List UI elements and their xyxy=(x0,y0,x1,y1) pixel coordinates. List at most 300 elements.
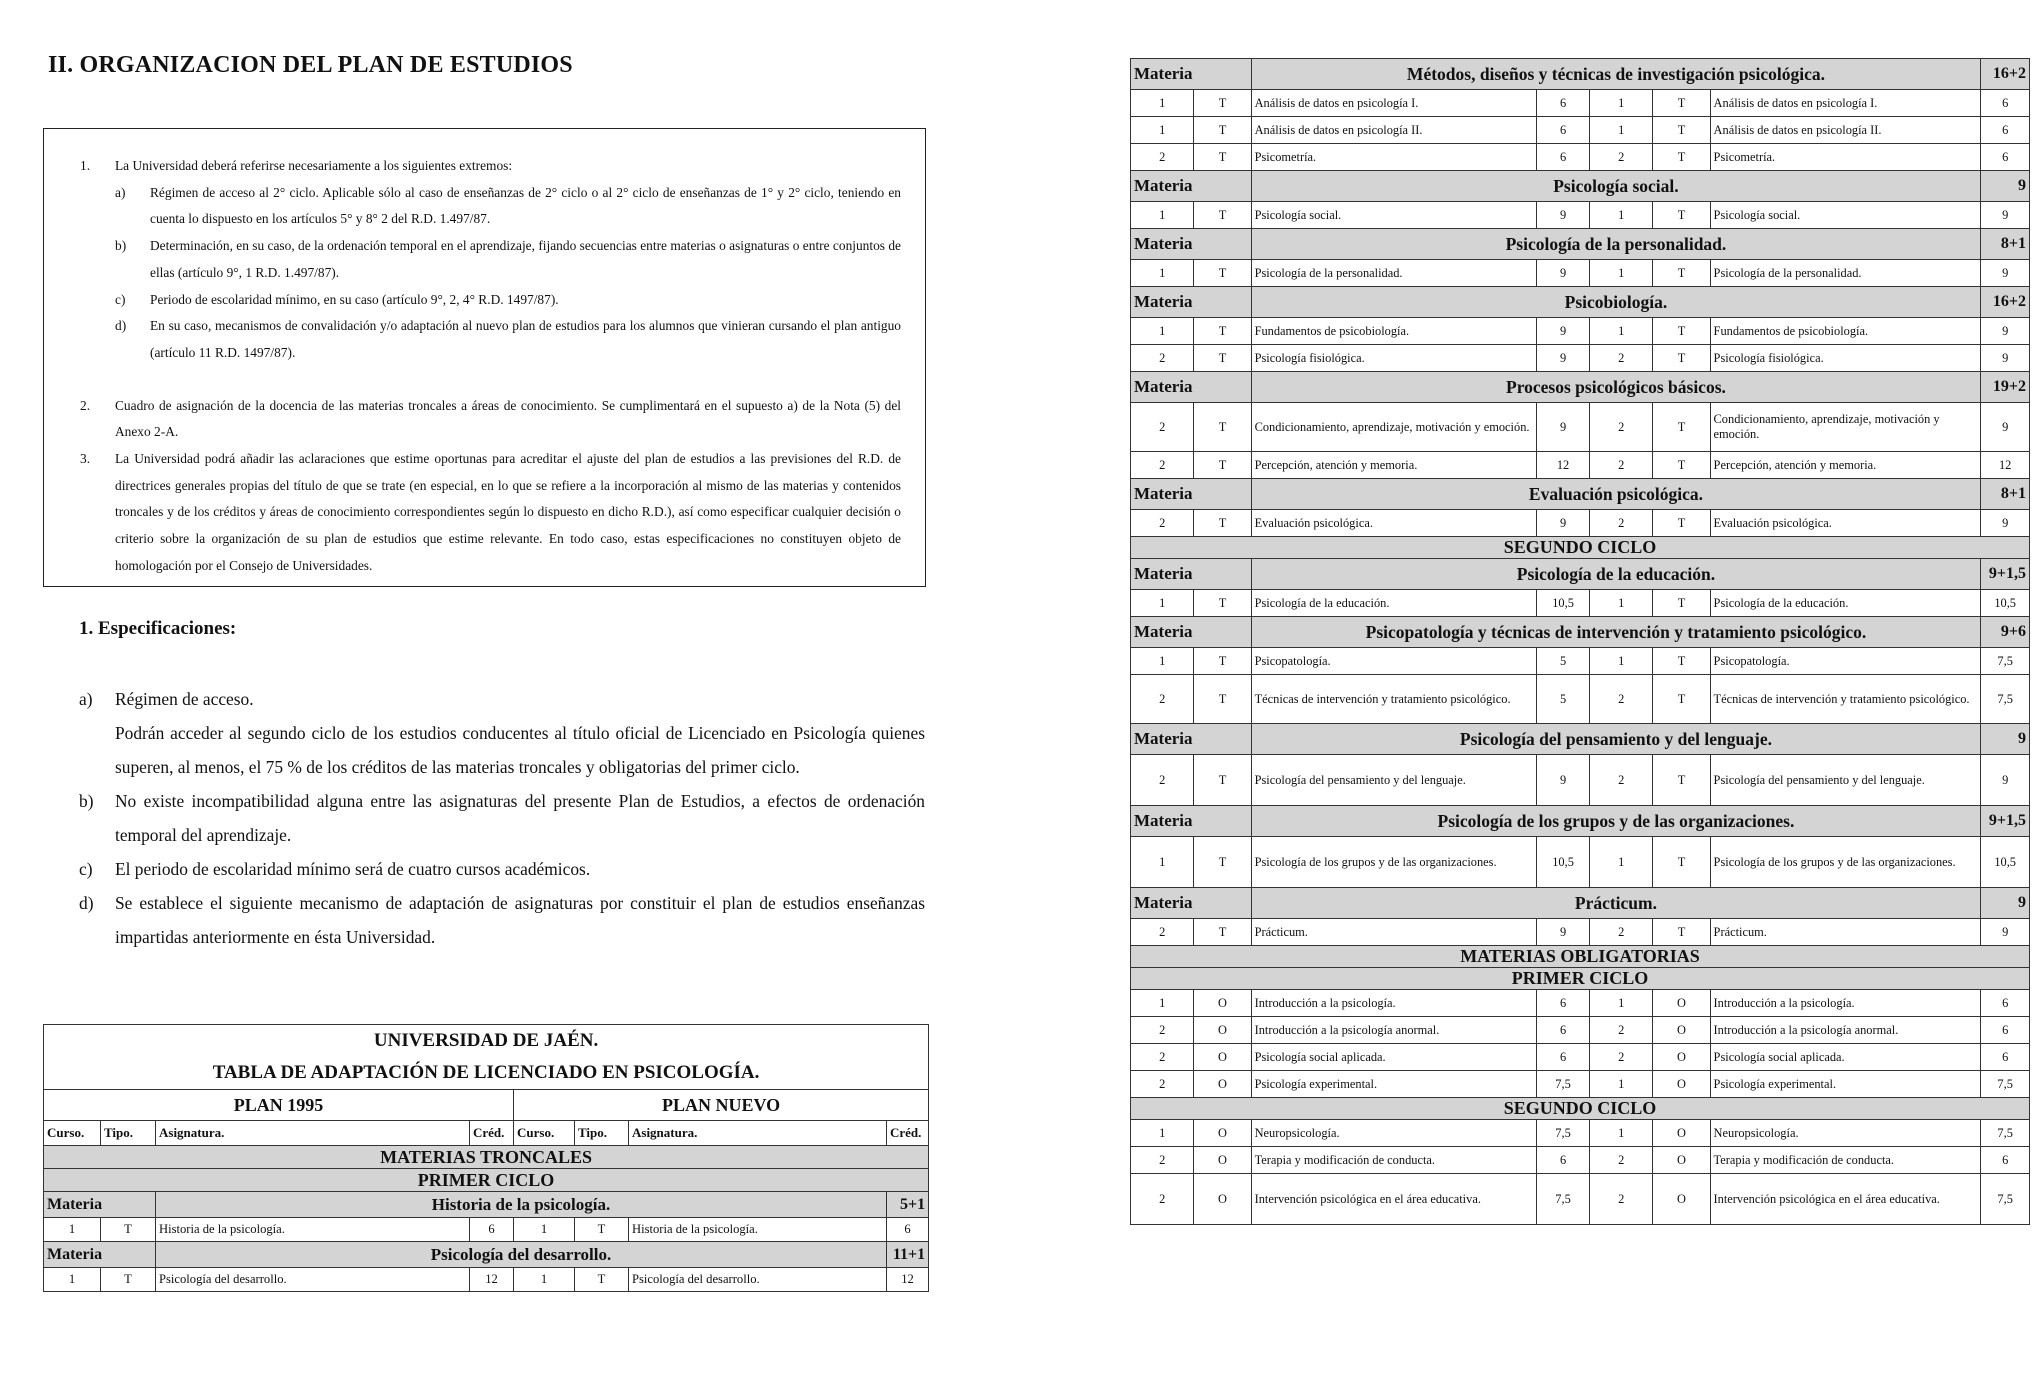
cell: Psicología de los grupos y de las organizaciones. xyxy=(1710,837,1981,888)
materia-row xyxy=(1131,171,2030,202)
table-row xyxy=(1131,919,2030,946)
cell: 9 xyxy=(1537,345,1590,372)
materia-total: 9+1,5 xyxy=(1981,806,2030,837)
cell: T xyxy=(1194,90,1251,117)
materia-total: 9 xyxy=(1981,171,2030,202)
cell: 6 xyxy=(887,1218,929,1242)
cell: 1 xyxy=(1131,1120,1194,1147)
spec-text: No existe incompatibilidad alguna entre las asignaturas del presente Plan de Estudios, a efectos de ordenación temporal del aprendizaje. xyxy=(115,791,925,845)
cell: 7,5 xyxy=(1981,1174,2030,1225)
cell: 2 xyxy=(1589,755,1652,806)
materia-label: Materia xyxy=(1131,617,1252,648)
table-row xyxy=(1131,345,2030,372)
cell: 1 xyxy=(1131,260,1194,287)
cell: O xyxy=(1194,1071,1251,1098)
section-segundo-ciclo: SEGUNDO CICLO xyxy=(1131,1098,2030,1120)
cell: 7,5 xyxy=(1981,1071,2030,1098)
cell: 1 xyxy=(1589,90,1652,117)
table-row xyxy=(1131,648,2030,675)
materia-total: 8+1 xyxy=(1981,229,2030,260)
table-row xyxy=(1131,675,2030,724)
cell: 9 xyxy=(1537,755,1590,806)
cell: Intervención psicológica en el área educativa. xyxy=(1710,1174,1981,1225)
cell: 9 xyxy=(1981,755,2030,806)
cell: 1 xyxy=(514,1218,575,1242)
cell: Historia de la psicología. xyxy=(629,1218,887,1242)
cell: Psicología social aplicada. xyxy=(1251,1044,1537,1071)
cell: Introducción a la psicología. xyxy=(1251,990,1537,1017)
materia-row xyxy=(1131,287,2030,318)
materia-row xyxy=(44,1192,929,1218)
cell: Psicología experimental. xyxy=(1251,1071,1537,1098)
cell: T xyxy=(1194,260,1251,287)
cell: 6 xyxy=(1981,990,2030,1017)
cell: 9 xyxy=(1981,919,2030,946)
cell: T xyxy=(1194,675,1251,724)
cell: 1 xyxy=(1131,837,1194,888)
cell: O xyxy=(1194,1147,1251,1174)
cell: 1 xyxy=(1589,117,1652,144)
cell: Intervención psicológica en el área educativa. xyxy=(1251,1174,1537,1225)
cell: T xyxy=(1653,590,1710,617)
cell: O xyxy=(1194,990,1251,1017)
cell: 1 xyxy=(44,1268,101,1292)
cell: Técnicas de intervención y tratamiento psicológico. xyxy=(1251,675,1537,724)
cell: T xyxy=(101,1218,156,1242)
cell: O xyxy=(1194,1120,1251,1147)
spec-a-detail xyxy=(79,716,925,784)
cell: T xyxy=(1653,755,1710,806)
cell: Fundamentos de psicobiología. xyxy=(1251,318,1537,345)
cell: 1 xyxy=(1131,318,1194,345)
cell: Psicología experimental. xyxy=(1710,1071,1981,1098)
table-row xyxy=(1131,318,2030,345)
specifications-heading: 1. Especificaciones: xyxy=(79,618,237,639)
cell: 7,5 xyxy=(1537,1174,1590,1225)
spec-b xyxy=(79,784,925,852)
table-row xyxy=(1131,144,2030,171)
cell: 7,5 xyxy=(1981,1120,2030,1147)
col-creditos: Créd. xyxy=(887,1121,929,1146)
cell: 9 xyxy=(1981,318,2030,345)
table-row xyxy=(1131,837,2030,888)
cell: 2 xyxy=(1131,675,1194,724)
note-text: En su caso, mecanismos de convalidación y/o adaptación al nuevo plan de estudios para los alumnos que vinieran cursando el plan antiguo (artículo 11 R.D. 1497/87). xyxy=(150,318,901,360)
cell: 9 xyxy=(1537,510,1590,537)
cell: T xyxy=(1653,675,1710,724)
materia-label: Materia xyxy=(44,1192,156,1218)
materia-row xyxy=(1131,559,2030,590)
cell: 1 xyxy=(1589,648,1652,675)
cell: 1 xyxy=(1589,1071,1652,1098)
materia-name: Prácticum. xyxy=(1251,888,1981,919)
cell: 1 xyxy=(1589,260,1652,287)
cell: Análisis de datos en psicología II. xyxy=(1710,117,1981,144)
table-row xyxy=(1131,1120,2030,1147)
cell: O xyxy=(1194,1044,1251,1071)
note-letter: c) xyxy=(115,291,126,307)
cell: T xyxy=(1653,202,1710,229)
spec-a xyxy=(79,682,925,716)
cell: 2 xyxy=(1131,345,1194,372)
cell: T xyxy=(1653,510,1710,537)
materia-total: 9 xyxy=(1981,724,2030,755)
cell: Psicopatología. xyxy=(1710,648,1981,675)
cell: 9 xyxy=(1981,510,2030,537)
cell: T xyxy=(1653,318,1710,345)
cell: Psicología social. xyxy=(1251,202,1537,229)
cell: 9 xyxy=(1981,403,2030,452)
cell: 2 xyxy=(1589,919,1652,946)
cell: 9 xyxy=(1981,260,2030,287)
cell: 1 xyxy=(1589,837,1652,888)
cell: Evaluación psicológica. xyxy=(1710,510,1981,537)
table-row xyxy=(1131,403,2030,452)
note-3 xyxy=(80,446,901,580)
cell: Psicología fisiológica. xyxy=(1251,345,1537,372)
cell: 1 xyxy=(1131,202,1194,229)
col-tipo: Tipo. xyxy=(575,1121,629,1146)
cell: Psicología del pensamiento y del lenguaje. xyxy=(1710,755,1981,806)
cell: Psicometría. xyxy=(1710,144,1981,171)
materia-row xyxy=(1131,229,2030,260)
materia-row xyxy=(1131,888,2030,919)
cell: Psicología del desarrollo. xyxy=(629,1268,887,1292)
cell: T xyxy=(1194,837,1251,888)
spec-letter: a) xyxy=(79,689,93,709)
materia-label: Materia xyxy=(1131,372,1252,403)
cell: Condicionamiento, aprendizaje, motivación y emoción. xyxy=(1710,403,1981,452)
table-row xyxy=(1131,1147,2030,1174)
cell: 2 xyxy=(1131,919,1194,946)
specifications-list xyxy=(79,682,925,954)
spec-letter: c) xyxy=(79,859,93,879)
col-curso: Curso. xyxy=(514,1121,575,1146)
col-asignatura: Asignatura. xyxy=(156,1121,470,1146)
cell: 2 xyxy=(1589,345,1652,372)
cell: Percepción, atención y memoria. xyxy=(1710,452,1981,479)
cell: Introducción a la psicología anormal. xyxy=(1710,1017,1981,1044)
cell: 2 xyxy=(1589,1044,1652,1071)
col-creditos: Créd. xyxy=(470,1121,514,1146)
materia-name: Psicología de la educación. xyxy=(1251,559,1981,590)
materia-name: Psicología de los grupos y de las organizaciones. xyxy=(1251,806,1981,837)
cell: 1 xyxy=(1589,1120,1652,1147)
cell: Psicología de la educación. xyxy=(1251,590,1537,617)
materia-total: 16+2 xyxy=(1981,59,2030,90)
table-row xyxy=(44,1268,929,1292)
materia-label: Materia xyxy=(1131,287,1252,318)
cell: 7,5 xyxy=(1981,648,2030,675)
materia-name: Psicología del desarrollo. xyxy=(156,1242,887,1268)
cell: Terapia y modificación de conducta. xyxy=(1251,1147,1537,1174)
materia-row xyxy=(1131,806,2030,837)
cell: Psicología social aplicada. xyxy=(1710,1044,1981,1071)
materia-label: Materia xyxy=(1131,888,1252,919)
cell: 1 xyxy=(1131,90,1194,117)
materia-label: Materia xyxy=(1131,479,1252,510)
cell: Historia de la psicología. xyxy=(156,1218,470,1242)
table-row xyxy=(1131,202,2030,229)
materia-total: 11+1 xyxy=(887,1242,929,1268)
cell: 2 xyxy=(1589,1147,1652,1174)
materia-total: 9+1,5 xyxy=(1981,559,2030,590)
note-number: 2. xyxy=(80,397,91,413)
materia-total: 8+1 xyxy=(1981,479,2030,510)
note-letter: d) xyxy=(115,318,127,334)
note-text: Cuadro de asignación de la docencia de las materias troncales a áreas de conocimiento. Se cumplimentará en el supuesto a) de la Nota (5) del Anexo 2-A. xyxy=(115,397,901,440)
spec-text: El periodo de escolaridad mínimo será de cuatro cursos académicos. xyxy=(115,859,591,879)
note-text: Periodo de escolaridad mínimo, en su caso (artículo 9°, 2, 4° R.D. 1497/87). xyxy=(150,291,559,307)
cell: Terapia y modificación de conducta. xyxy=(1710,1147,1981,1174)
section-troncales: MATERIAS TRONCALES xyxy=(44,1146,929,1169)
materia-total: 16+2 xyxy=(1981,287,2030,318)
cell: T xyxy=(1653,90,1710,117)
materia-label: Materia xyxy=(1131,59,1252,90)
table-row xyxy=(1131,510,2030,537)
table-row xyxy=(1131,1071,2030,1098)
materia-name: Evaluación psicológica. xyxy=(1251,479,1981,510)
cell: T xyxy=(1194,648,1251,675)
col-asignatura: Asignatura. xyxy=(629,1121,887,1146)
cell: Condicionamiento, aprendizaje, motivación y emoción. xyxy=(1251,403,1537,452)
spec-c xyxy=(79,852,925,886)
table-row xyxy=(44,1218,929,1242)
cell: O xyxy=(1653,990,1710,1017)
cell: 10,5 xyxy=(1537,837,1590,888)
cell: 2 xyxy=(1589,1017,1652,1044)
plan-old-header: PLAN 1995 xyxy=(44,1090,514,1121)
cell: 12 xyxy=(470,1268,514,1292)
cell: T xyxy=(1194,755,1251,806)
adaptation-table-left xyxy=(43,1024,929,1292)
cell: 1 xyxy=(1589,318,1652,345)
cell: T xyxy=(1653,919,1710,946)
note-1d xyxy=(115,313,901,366)
section-segundo-ciclo: SEGUNDO CICLO xyxy=(1131,537,2030,559)
materia-total: 9+6 xyxy=(1981,617,2030,648)
note-1c xyxy=(115,287,901,314)
cell: T xyxy=(1653,403,1710,452)
spec-d xyxy=(79,886,925,954)
materia-label: Materia xyxy=(44,1242,156,1268)
adaptation-table-right xyxy=(1130,58,2030,1225)
table-caption: TABLA DE ADAPTACIÓN DE LICENCIADO EN PSICOLOGÍA. xyxy=(44,1057,929,1090)
right-page xyxy=(1020,0,2037,1380)
cell: Prácticum. xyxy=(1710,919,1981,946)
cell: Análisis de datos en psicología I. xyxy=(1710,90,1981,117)
materia-label: Materia xyxy=(1131,171,1252,202)
note-text: Régimen de acceso al 2° ciclo. Aplicable sólo al caso de enseñanzas de 2° ciclo o al 2° ciclo de enseñanzas de 1° y 2° ciclo, teniendo en cuenta lo dispuesto en los artículos 5° y 8° 2 del R.D. 1.497/87. xyxy=(150,184,901,227)
table-row xyxy=(1131,117,2030,144)
cell: 6 xyxy=(1981,1147,2030,1174)
cell: Análisis de datos en psicología I. xyxy=(1251,90,1537,117)
cell: Psicología del pensamiento y del lenguaje. xyxy=(1251,755,1537,806)
cell: 1 xyxy=(1131,117,1194,144)
table-row xyxy=(1131,1017,2030,1044)
note-number: 3. xyxy=(80,451,91,467)
cell: Neuropsicología. xyxy=(1710,1120,1981,1147)
materia-total: 5+1 xyxy=(887,1192,929,1218)
cell: 6 xyxy=(470,1218,514,1242)
cell: T xyxy=(1194,117,1251,144)
cell: 12 xyxy=(1981,452,2030,479)
cell: O xyxy=(1653,1147,1710,1174)
cell: Psicología de la educación. xyxy=(1710,590,1981,617)
cell: 2 xyxy=(1131,510,1194,537)
page-title: II. ORGANIZACION DEL PLAN DE ESTUDIOS xyxy=(48,52,573,78)
table-row xyxy=(1131,590,2030,617)
cell: Introducción a la psicología anormal. xyxy=(1251,1017,1537,1044)
materia-name: Procesos psicológicos básicos. xyxy=(1251,372,1981,403)
materia-row xyxy=(1131,617,2030,648)
materia-row xyxy=(1131,724,2030,755)
cell: T xyxy=(1653,144,1710,171)
cell: 12 xyxy=(887,1268,929,1292)
col-curso: Curso. xyxy=(44,1121,101,1146)
cell: 6 xyxy=(1537,1017,1590,1044)
cell: 6 xyxy=(1537,117,1590,144)
section-primer-ciclo: PRIMER CICLO xyxy=(1131,968,2030,990)
cell: 1 xyxy=(1589,590,1652,617)
cell: 6 xyxy=(1981,144,2030,171)
table-row xyxy=(1131,260,2030,287)
cell: O xyxy=(1194,1017,1251,1044)
cell: 6 xyxy=(1537,90,1590,117)
cell: 9 xyxy=(1537,260,1590,287)
cell: 2 xyxy=(1131,755,1194,806)
spec-letter: b) xyxy=(79,791,94,811)
cell: 1 xyxy=(1131,590,1194,617)
cell: 6 xyxy=(1537,144,1590,171)
materia-row xyxy=(1131,59,2030,90)
cell: 1 xyxy=(1131,648,1194,675)
cell: 2 xyxy=(1131,1071,1194,1098)
cell: T xyxy=(1653,117,1710,144)
cell: O xyxy=(1194,1174,1251,1225)
spec-text: Podrán acceder al segundo ciclo de los estudios conducentes al título oficial de Licenciado en Psicología quienes superen, al menos, el 75 % de los créditos de las materias troncales y obligatorias del primer ciclo. xyxy=(115,723,925,777)
cell: 7,5 xyxy=(1537,1071,1590,1098)
table-row xyxy=(1131,990,2030,1017)
table-row xyxy=(1131,90,2030,117)
cell: Psicología del desarrollo. xyxy=(156,1268,470,1292)
cell: T xyxy=(1194,590,1251,617)
materia-name: Psicología social. xyxy=(1251,171,1981,202)
table-row xyxy=(1131,1174,2030,1225)
cell: T xyxy=(1194,452,1251,479)
spec-text: Régimen de acceso. xyxy=(115,689,254,709)
cell: 5 xyxy=(1537,675,1590,724)
cell: Psicopatología. xyxy=(1251,648,1537,675)
note-2 xyxy=(80,393,901,446)
cell: 5 xyxy=(1537,648,1590,675)
cell: T xyxy=(1194,318,1251,345)
cell: 2 xyxy=(1131,1044,1194,1071)
cell: Psicometría. xyxy=(1251,144,1537,171)
cell: Psicología fisiológica. xyxy=(1710,345,1981,372)
cell: 6 xyxy=(1981,1044,2030,1071)
cell: T xyxy=(1653,648,1710,675)
note-text: La Universidad podrá añadir las aclaraciones que estime oportunas para acreditar el ajuste del plan de estudios a las previsiones del R.D. de directrices generales propias del título de que se trate (en especial, en lo que se refiere a la incorporación al mismo de las materias y contenidos troncales y de los créditos y áreas de conocimiento correspondientes según lo dispuesto en dicho R.D.), así como especificar cualquier decisión o criterio sobre la organización de su plan de estudios que estime relevante. En todo caso, estas especificaciones no constituyen objeto de homologación por el Consejo de Universidades. xyxy=(115,451,901,573)
materia-label: Materia xyxy=(1131,559,1252,590)
cell: 10,5 xyxy=(1537,590,1590,617)
materia-row xyxy=(1131,372,2030,403)
cell: 2 xyxy=(1131,1174,1194,1225)
note-letter: b) xyxy=(115,238,127,254)
cell: 9 xyxy=(1537,318,1590,345)
cell: 9 xyxy=(1537,403,1590,452)
materia-total: 19+2 xyxy=(1981,372,2030,403)
cell: 1 xyxy=(1589,202,1652,229)
note-1 xyxy=(80,153,901,180)
cell: T xyxy=(101,1268,156,1292)
note-1b xyxy=(115,233,901,286)
cell: T xyxy=(1194,510,1251,537)
cell: T xyxy=(1194,202,1251,229)
cell: T xyxy=(1194,144,1251,171)
cell: Introducción a la psicología. xyxy=(1710,990,1981,1017)
spec-text: Se establece el siguiente mecanismo de adaptación de asignaturas por constituir el plan de estudios enseñanzas impartidas anteriormente en ésta Universidad. xyxy=(115,893,925,947)
cell: 6 xyxy=(1537,990,1590,1017)
cell: T xyxy=(1194,345,1251,372)
cell: O xyxy=(1653,1017,1710,1044)
cell: Psicología de los grupos y de las organizaciones. xyxy=(1251,837,1537,888)
section-obligatorias: MATERIAS OBLIGATORIAS xyxy=(1131,946,2030,968)
cell: 2 xyxy=(1131,1147,1194,1174)
cell: 9 xyxy=(1981,345,2030,372)
materia-row xyxy=(44,1242,929,1268)
cell: Evaluación psicológica. xyxy=(1251,510,1537,537)
cell: T xyxy=(575,1268,629,1292)
cell: T xyxy=(1653,345,1710,372)
table-row xyxy=(1131,452,2030,479)
plan-new-header: PLAN NUEVO xyxy=(514,1090,929,1121)
table-row xyxy=(1131,755,2030,806)
cell: T xyxy=(1194,919,1251,946)
cell: 1 xyxy=(44,1218,101,1242)
cell: 2 xyxy=(1589,403,1652,452)
materia-name: Psicobiología. xyxy=(1251,287,1981,318)
spec-letter: d) xyxy=(79,893,94,913)
table-row xyxy=(1131,1044,2030,1071)
cell: Percepción, atención y memoria. xyxy=(1251,452,1537,479)
cell: 2 xyxy=(1131,452,1194,479)
university-name: UNIVERSIDAD DE JAÉN. xyxy=(44,1025,929,1058)
cell: 10,5 xyxy=(1981,590,2030,617)
cell: 1 xyxy=(1589,990,1652,1017)
note-number: 1. xyxy=(80,158,91,173)
materia-name: Métodos, diseños y técnicas de investigación psicológica. xyxy=(1251,59,1981,90)
cell: 12 xyxy=(1537,452,1590,479)
cell: Análisis de datos en psicología II. xyxy=(1251,117,1537,144)
cell: 9 xyxy=(1537,202,1590,229)
note-1a xyxy=(115,180,901,233)
cell: 6 xyxy=(1537,1044,1590,1071)
cell: Técnicas de intervención y tratamiento psicológico. xyxy=(1710,675,1981,724)
note-text: Determinación, en su caso, de la ordenación temporal en el aprendizaje, fijando secuencias entre materias o asignaturas o entre conjuntos de ellas (artículo 9°, 1 R.D. 1.497/87). xyxy=(150,238,901,280)
cell: T xyxy=(1194,403,1251,452)
cell: T xyxy=(1653,260,1710,287)
materia-row xyxy=(1131,479,2030,510)
cell: 2 xyxy=(1589,675,1652,724)
materia-name: Psicopatología y técnicas de intervención y tratamiento psicológico. xyxy=(1251,617,1981,648)
cell: Neuropsicología. xyxy=(1251,1120,1537,1147)
cell: T xyxy=(1653,837,1710,888)
cell: 2 xyxy=(1131,1017,1194,1044)
cell: Psicología de la personalidad. xyxy=(1251,260,1537,287)
cell: 7,5 xyxy=(1981,675,2030,724)
cell: O xyxy=(1653,1174,1710,1225)
